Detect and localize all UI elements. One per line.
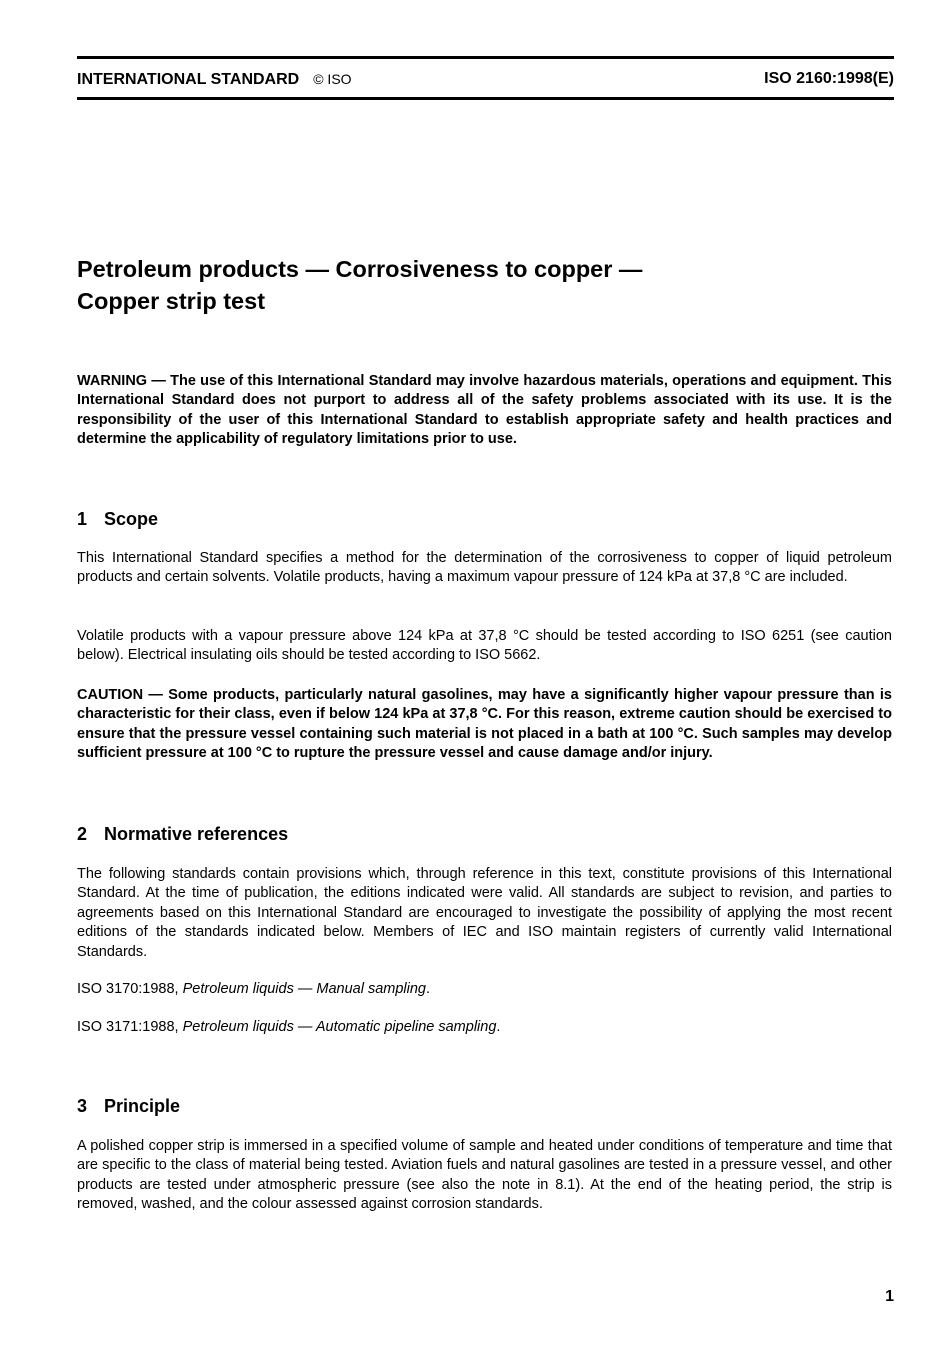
reference-code: ISO 3170:1988, [77, 981, 179, 997]
section-number: 3 [77, 1096, 88, 1116]
section-number: 1 [77, 509, 88, 529]
warning-paragraph: WARNING — The use of this International Standard may involve hazardous materials, operations and equipment. This International Standard does not purport to address all of the safety problems associated with its use. It is the responsibility of the user of this International Standard to establish appropriate safety and health practices and determine the applicability of regulatory limitations prior to use. [77, 373, 892, 448]
scope-paragraph-2: Volatile products with a vapour pressure above 124 kPa at 37,8 °C should be tested according to ISO 6251 (see caution below). Electrical insulating oils should be tested according to ISO 5662. [77, 628, 892, 664]
reference-title: Petroleum liquids — Manual sampling [182, 981, 427, 997]
section-heading-normative-references [77, 823, 288, 845]
header-rule-top [77, 56, 894, 59]
section-heading-principle [77, 1095, 180, 1117]
page-number: 1 [885, 1288, 894, 1305]
section-title: Scope [104, 509, 159, 529]
caution-paragraph: CAUTION — Some products, particularly natural gasolines, may have a significantly higher vapour pressure than is characteristic for their class, even if below 124 kPa at 37,8 °C. For this reason, extreme caution should be exercised to ensure that the pressure vessel containing such material is not placed in a bath at 100 °C. Such samples may develop sufficient pressure at 100 °C to rupture the pressure vessel and cause damage and/or injury. [77, 687, 892, 762]
normative-paragraph: The following standards contain provisions which, through reference in this text, constitute provisions of this International Standard. At the time of publication, the editions indicated were valid. All standards are subject to revision, and parties to agreements based on this International Standard are encouraged to investigate the possibility of applying the most recent editions of the standards indicated below. Members of IEC and ISO maintain registers of currently valid International Standards. [77, 866, 892, 960]
principle-paragraph: A polished copper strip is immersed in a specified volume of sample and heated under conditions of temperature and time that are specific to the class of material being tested. Aviation fuels and natural gasolines are tested in a pressure vessel, and other products are tested under atmospheric pressure (see also the note in 8.1). At the end of the heating period, the strip is removed, washed, and the colour assessed against corrosion standards. [77, 1138, 892, 1213]
copyright-notice: © ISO [313, 71, 352, 87]
title-line-2: Copper strip test [77, 288, 266, 314]
scope-paragraph-1: This International Standard specifies a method for the determination of the corrosiveness to copper of liquid petroleum products and certain solvents. Volatile products, having a maximum vapour pressure of 124 kPa at 37,8 °C are included. [77, 550, 892, 586]
header-rule-bottom [77, 97, 894, 100]
page-header [77, 68, 894, 90]
section-number: 2 [77, 824, 88, 844]
reference-item: ISO 3170:1988, Petroleum liquids — Manual sampling. [77, 981, 431, 997]
document-title [77, 253, 894, 317]
reference-code: ISO 3171:1988, [77, 1019, 179, 1035]
section-heading-scope [77, 508, 158, 530]
section-title: Normative references [104, 824, 289, 844]
reference-item: ISO 3171:1988, Petroleum liquids — Automatic pipeline sampling. [77, 1019, 501, 1035]
title-line-1: Petroleum products — Corrosiveness to copper — [77, 256, 643, 282]
doc-id: ISO 2160:1998(E) [764, 70, 894, 87]
reference-title: Petroleum liquids — Automatic pipeline sampling [182, 1019, 497, 1035]
section-title: Principle [104, 1096, 181, 1116]
doc-type: INTERNATIONAL STANDARD [77, 71, 300, 88]
